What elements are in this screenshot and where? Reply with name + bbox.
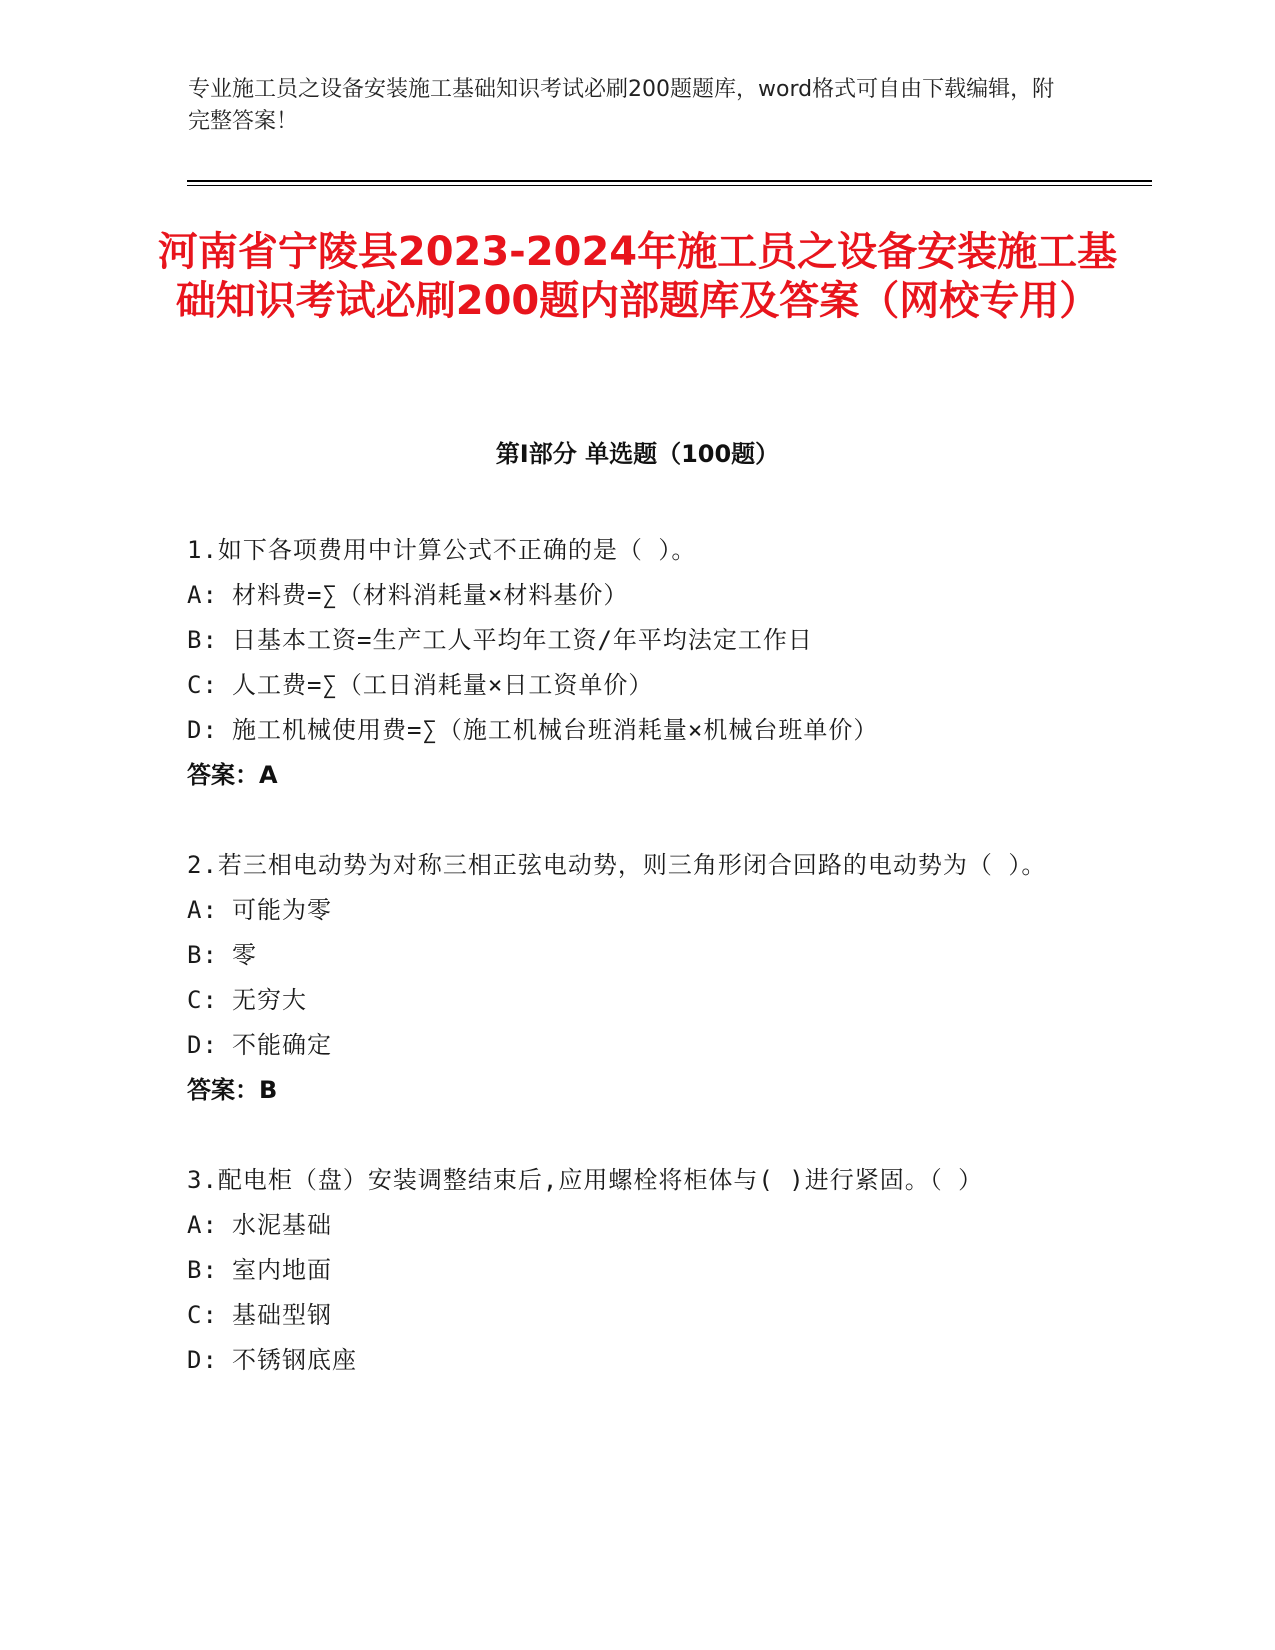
option-text: 基础型钢 xyxy=(232,1301,332,1329)
option-letter: A: xyxy=(187,1211,218,1239)
option-letter: D: xyxy=(187,1346,218,1374)
option-text: 施工机械使用费=∑（施工机械台班消耗量×机械台班单价） xyxy=(232,716,879,744)
option-text: 材料费=∑（材料消耗量×材料基价） xyxy=(232,581,629,609)
answer-option xyxy=(187,1293,1057,1338)
option-letter: B: xyxy=(187,1256,218,1284)
answer-option xyxy=(187,933,1057,978)
answer-key: 答案：A xyxy=(187,761,278,789)
option-letter: A: xyxy=(187,896,218,924)
answer-option xyxy=(187,573,1057,618)
header-note: 专业施工员之设备安装施工基础知识考试必刷200题题库，word格式可自由下载编辑，附完整答案！ xyxy=(188,77,1055,134)
option-text: 零 xyxy=(232,941,257,969)
option-letter: C: xyxy=(187,1301,218,1329)
option-text: 室内地面 xyxy=(232,1256,332,1284)
answer-key: 答案：B xyxy=(187,1076,278,1104)
section-heading: 第I部分 单选题（100题） xyxy=(495,440,780,468)
option-letter: D: xyxy=(187,1031,218,1059)
answer-option xyxy=(187,1023,1057,1068)
question-stem: 3.配电柜（盘）安装调整结束后,应用螺栓将柜体与( )进行紧固。（ ） xyxy=(187,1166,984,1194)
option-text: 无穷大 xyxy=(232,986,307,1014)
answer-option xyxy=(187,663,1057,708)
option-text: 水泥基础 xyxy=(232,1211,332,1239)
option-letter: B: xyxy=(187,626,218,654)
option-text: 不能确定 xyxy=(232,1031,332,1059)
header-rule-thick xyxy=(187,180,1152,182)
answer-option xyxy=(187,888,1057,933)
option-letter: C: xyxy=(187,986,218,1014)
option-letter: A: xyxy=(187,581,218,609)
answer-option xyxy=(187,978,1057,1023)
question-item xyxy=(187,843,1057,1113)
answer-option xyxy=(187,1338,1057,1383)
question-stem: 2.若三相电动势为对称三相正弦电动势，则三角形闭合回路的电动势为（ ）。 xyxy=(187,851,1047,879)
header-rule-thin xyxy=(187,185,1152,186)
question-list xyxy=(187,528,1057,1428)
option-text: 可能为零 xyxy=(232,896,332,924)
option-text: 日基本工资=生产工人平均年工资/年平均法定工作日 xyxy=(232,626,813,654)
option-letter: D: xyxy=(187,716,218,744)
answer-option xyxy=(187,708,1057,753)
question-item xyxy=(187,528,1057,798)
answer-option xyxy=(187,1203,1057,1248)
question-stem: 1.如下各项费用中计算公式不正确的是（ ）。 xyxy=(187,536,697,564)
option-text: 不锈钢底座 xyxy=(232,1346,357,1374)
answer-option xyxy=(187,618,1057,663)
option-text: 人工费=∑（工日消耗量×日工资单价） xyxy=(232,671,654,699)
option-letter: C: xyxy=(187,671,218,699)
question-item xyxy=(187,1158,1057,1383)
document-title: 河南省宁陵县2023-2024年施工员之设备安装施工基础知识考试必刷200题内部题库及答案（网校专用） xyxy=(157,229,1118,324)
answer-option xyxy=(187,1248,1057,1293)
option-letter: B: xyxy=(187,941,218,969)
